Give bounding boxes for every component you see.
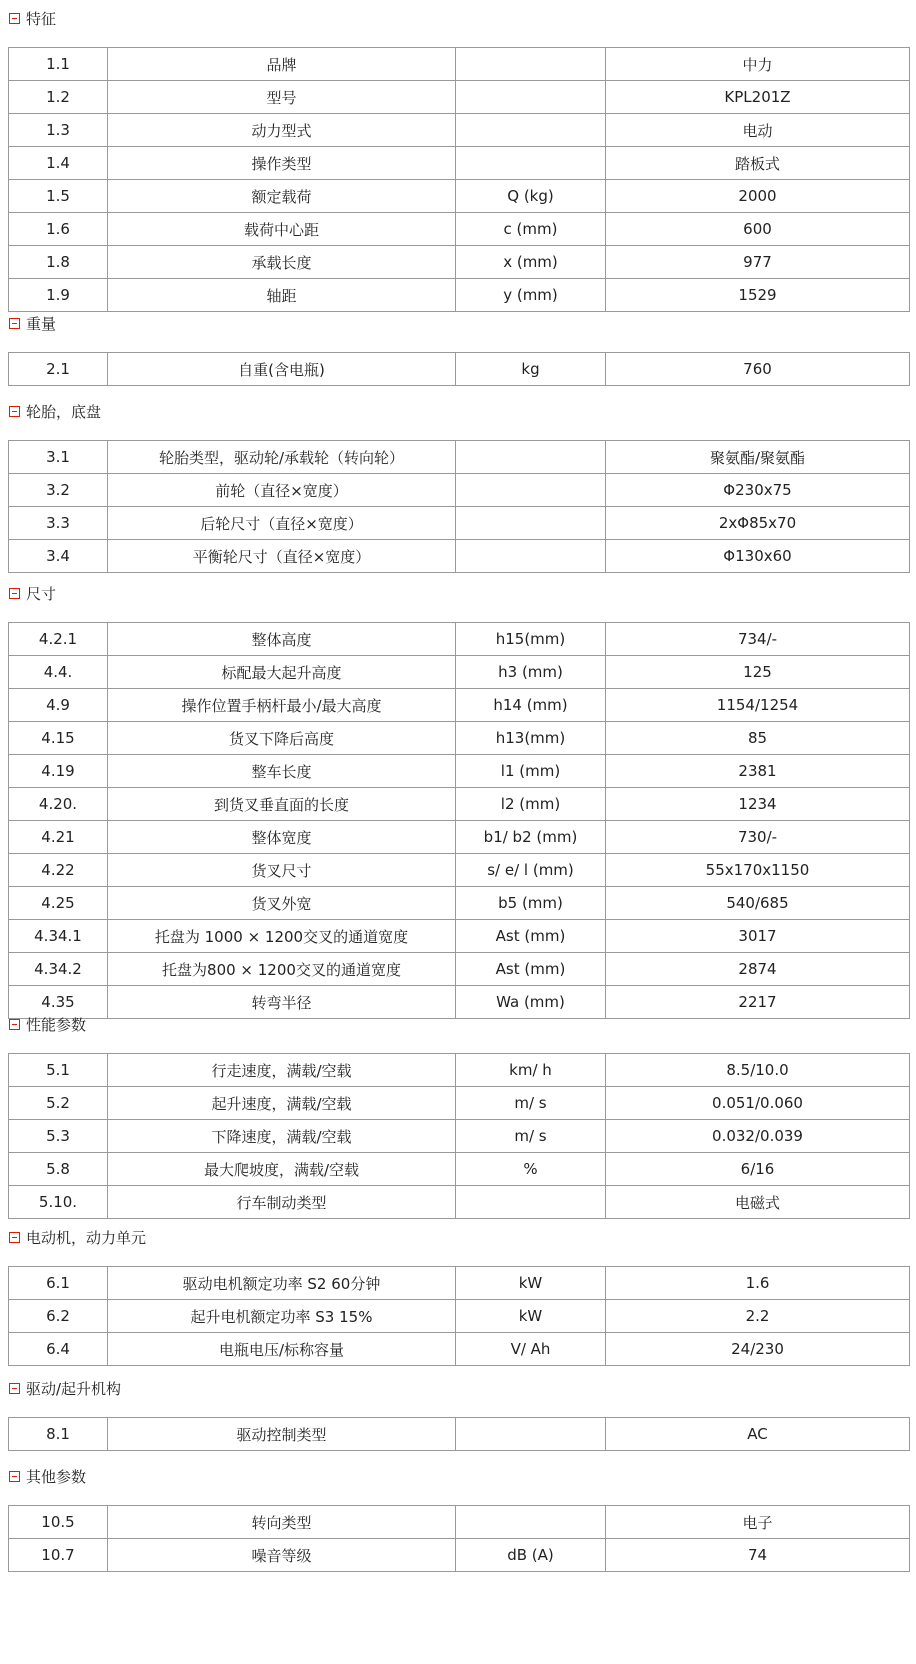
table-row bbox=[9, 887, 910, 920]
unit-cell: m/ s bbox=[456, 1087, 606, 1120]
unit-cell bbox=[456, 474, 606, 507]
unit-cell: h13(mm) bbox=[456, 722, 606, 755]
table-row bbox=[9, 279, 910, 312]
table-row bbox=[9, 246, 910, 279]
row-number-cell: 1.9 bbox=[9, 279, 108, 312]
value-cell: Φ230x75 bbox=[606, 474, 910, 507]
row-number-cell: 5.10. bbox=[9, 1186, 108, 1219]
parameter-name-cell: 整体高度 bbox=[108, 623, 456, 656]
section-drive-lift bbox=[8, 1378, 909, 1451]
parameter-name-cell: 下降速度，满载/空载 bbox=[108, 1120, 456, 1153]
unit-cell: kW bbox=[456, 1300, 606, 1333]
collapse-icon[interactable] bbox=[9, 1232, 20, 1243]
section-title: 轮胎，底盘 bbox=[26, 402, 102, 421]
value-cell: 730/- bbox=[606, 821, 910, 854]
unit-cell bbox=[456, 114, 606, 147]
unit-cell: s/ e/ l (mm) bbox=[456, 854, 606, 887]
table-row bbox=[9, 722, 910, 755]
table-row bbox=[9, 441, 910, 474]
parameter-name-cell: 后轮尺寸（直径×宽度） bbox=[108, 507, 456, 540]
unit-cell: % bbox=[456, 1153, 606, 1186]
unit-cell: h15(mm) bbox=[456, 623, 606, 656]
row-number-cell: 6.1 bbox=[9, 1267, 108, 1300]
unit-cell: x (mm) bbox=[456, 246, 606, 279]
row-number-cell: 6.4 bbox=[9, 1333, 108, 1366]
table-row bbox=[9, 81, 910, 114]
value-cell: 6/16 bbox=[606, 1153, 910, 1186]
row-number-cell: 5.1 bbox=[9, 1054, 108, 1087]
parameter-name-cell: 噪音等级 bbox=[108, 1539, 456, 1572]
row-number-cell: 5.2 bbox=[9, 1087, 108, 1120]
parameter-name-cell: 行车制动类型 bbox=[108, 1186, 456, 1219]
parameter-name-cell: 自重(含电瓶) bbox=[108, 353, 456, 386]
table-row bbox=[9, 1087, 910, 1120]
value-cell: AC bbox=[606, 1418, 910, 1451]
unit-cell: Q (kg) bbox=[456, 180, 606, 213]
row-number-cell: 3.2 bbox=[9, 474, 108, 507]
unit-cell: V/ Ah bbox=[456, 1333, 606, 1366]
table-row bbox=[9, 180, 910, 213]
row-number-cell: 4.15 bbox=[9, 722, 108, 755]
collapse-icon[interactable] bbox=[9, 1019, 20, 1030]
row-number-cell: 8.1 bbox=[9, 1418, 108, 1451]
unit-cell: c (mm) bbox=[456, 213, 606, 246]
section-title: 电动机，动力单元 bbox=[26, 1228, 147, 1247]
spec-table bbox=[8, 1417, 910, 1451]
value-cell: 600 bbox=[606, 213, 910, 246]
parameter-name-cell: 行走速度，满载/空载 bbox=[108, 1054, 456, 1087]
collapse-icon[interactable] bbox=[9, 1471, 20, 1482]
section-header[interactable] bbox=[8, 1378, 909, 1398]
section-tyres-chassis bbox=[8, 401, 909, 573]
unit-cell bbox=[456, 48, 606, 81]
row-number-cell: 3.3 bbox=[9, 507, 108, 540]
parameter-name-cell: 标配最大起升高度 bbox=[108, 656, 456, 689]
row-number-cell: 3.1 bbox=[9, 441, 108, 474]
section-dimensions bbox=[8, 583, 909, 1019]
parameter-name-cell: 额定载荷 bbox=[108, 180, 456, 213]
row-number-cell: 1.2 bbox=[9, 81, 108, 114]
parameter-name-cell: 动力型式 bbox=[108, 114, 456, 147]
value-cell: 3017 bbox=[606, 920, 910, 953]
table-row bbox=[9, 540, 910, 573]
section-title: 驱动/起升机构 bbox=[26, 1379, 122, 1398]
section-title: 尺寸 bbox=[26, 584, 57, 603]
section-performance bbox=[8, 1014, 909, 1219]
table-row bbox=[9, 1120, 910, 1153]
value-cell: 电子 bbox=[606, 1506, 910, 1539]
table-row bbox=[9, 114, 910, 147]
table-row bbox=[9, 48, 910, 81]
table-row bbox=[9, 474, 910, 507]
table-row bbox=[9, 1054, 910, 1087]
row-number-cell: 4.9 bbox=[9, 689, 108, 722]
section-title: 其他参数 bbox=[26, 1467, 87, 1486]
row-number-cell: 4.22 bbox=[9, 854, 108, 887]
table-row bbox=[9, 953, 910, 986]
row-number-cell: 4.4. bbox=[9, 656, 108, 689]
table-row bbox=[9, 821, 910, 854]
row-number-cell: 1.4 bbox=[9, 147, 108, 180]
parameter-name-cell: 操作类型 bbox=[108, 147, 456, 180]
unit-cell: Wa (mm) bbox=[456, 986, 606, 1019]
section-header[interactable] bbox=[8, 313, 909, 333]
parameter-name-cell: 驱动控制类型 bbox=[108, 1418, 456, 1451]
value-cell: 760 bbox=[606, 353, 910, 386]
value-cell: Φ130x60 bbox=[606, 540, 910, 573]
unit-cell bbox=[456, 81, 606, 114]
parameter-name-cell: 轮胎类型，驱动轮/承载轮（转向轮） bbox=[108, 441, 456, 474]
unit-cell: Ast (mm) bbox=[456, 953, 606, 986]
row-number-cell: 1.6 bbox=[9, 213, 108, 246]
collapse-icon[interactable] bbox=[9, 13, 20, 24]
spec-table bbox=[8, 622, 910, 1019]
parameter-name-cell: 最大爬坡度，满载/空载 bbox=[108, 1153, 456, 1186]
value-cell: 74 bbox=[606, 1539, 910, 1572]
spec-table bbox=[8, 440, 910, 573]
table-row bbox=[9, 507, 910, 540]
parameter-name-cell: 整车长度 bbox=[108, 755, 456, 788]
parameter-name-cell: 托盘为800 × 1200交叉的通道宽度 bbox=[108, 953, 456, 986]
value-cell: 55x170x1150 bbox=[606, 854, 910, 887]
spec-table bbox=[8, 47, 910, 312]
table-row bbox=[9, 689, 910, 722]
unit-cell bbox=[456, 1186, 606, 1219]
parameter-name-cell: 操作位置手柄杆最小/最大高度 bbox=[108, 689, 456, 722]
value-cell: 1529 bbox=[606, 279, 910, 312]
section-header[interactable] bbox=[8, 583, 909, 603]
parameter-name-cell: 转弯半径 bbox=[108, 986, 456, 1019]
row-number-cell: 4.34.2 bbox=[9, 953, 108, 986]
collapse-icon[interactable] bbox=[9, 406, 20, 417]
row-number-cell: 1.3 bbox=[9, 114, 108, 147]
value-cell: 1234 bbox=[606, 788, 910, 821]
value-cell: 电动 bbox=[606, 114, 910, 147]
unit-cell: dB (A) bbox=[456, 1539, 606, 1572]
parameter-name-cell: 托盘为 1000 × 1200交叉的通道宽度 bbox=[108, 920, 456, 953]
row-number-cell: 6.2 bbox=[9, 1300, 108, 1333]
row-number-cell: 1.1 bbox=[9, 48, 108, 81]
parameter-name-cell: 货叉下降后高度 bbox=[108, 722, 456, 755]
table-row bbox=[9, 213, 910, 246]
collapse-icon[interactable] bbox=[9, 318, 20, 329]
unit-cell: b1/ b2 (mm) bbox=[456, 821, 606, 854]
row-number-cell: 4.35 bbox=[9, 986, 108, 1019]
section-features bbox=[8, 8, 909, 312]
value-cell: 2000 bbox=[606, 180, 910, 213]
value-cell: 1154/1254 bbox=[606, 689, 910, 722]
table-row bbox=[9, 623, 910, 656]
row-number-cell: 5.3 bbox=[9, 1120, 108, 1153]
section-electric-motor bbox=[8, 1227, 909, 1366]
row-number-cell: 4.34.1 bbox=[9, 920, 108, 953]
unit-cell: m/ s bbox=[456, 1120, 606, 1153]
section-header[interactable] bbox=[8, 1227, 909, 1247]
value-cell: 85 bbox=[606, 722, 910, 755]
section-header[interactable] bbox=[8, 1466, 909, 1486]
unit-cell bbox=[456, 147, 606, 180]
section-title: 特征 bbox=[26, 9, 57, 28]
table-row bbox=[9, 1186, 910, 1219]
table-row bbox=[9, 1418, 910, 1451]
parameter-name-cell: 起升电机额定功率 S3 15% bbox=[108, 1300, 456, 1333]
value-cell: KPL201Z bbox=[606, 81, 910, 114]
row-number-cell: 4.20. bbox=[9, 788, 108, 821]
table-row bbox=[9, 353, 910, 386]
table-row bbox=[9, 1506, 910, 1539]
value-cell: 0.032/0.039 bbox=[606, 1120, 910, 1153]
unit-cell: h14 (mm) bbox=[456, 689, 606, 722]
row-number-cell: 2.1 bbox=[9, 353, 108, 386]
parameter-name-cell: 电瓶电压/标称容量 bbox=[108, 1333, 456, 1366]
parameter-name-cell: 起升速度，满载/空载 bbox=[108, 1087, 456, 1120]
spec-table bbox=[8, 1505, 910, 1572]
table-row bbox=[9, 854, 910, 887]
unit-cell bbox=[456, 507, 606, 540]
parameter-name-cell: 整体宽度 bbox=[108, 821, 456, 854]
value-cell: 2217 bbox=[606, 986, 910, 1019]
unit-cell: kg bbox=[456, 353, 606, 386]
parameter-name-cell: 平衡轮尺寸（直径×宽度） bbox=[108, 540, 456, 573]
parameter-name-cell: 驱动电机额定功率 S2 60分钟 bbox=[108, 1267, 456, 1300]
unit-cell: b5 (mm) bbox=[456, 887, 606, 920]
row-number-cell: 5.8 bbox=[9, 1153, 108, 1186]
parameter-name-cell: 载荷中心距 bbox=[108, 213, 456, 246]
unit-cell: l2 (mm) bbox=[456, 788, 606, 821]
unit-cell bbox=[456, 1418, 606, 1451]
unit-cell bbox=[456, 441, 606, 474]
section-title: 重量 bbox=[26, 314, 57, 333]
row-number-cell: 4.25 bbox=[9, 887, 108, 920]
table-row bbox=[9, 1539, 910, 1572]
table-row bbox=[9, 920, 910, 953]
value-cell: 1.6 bbox=[606, 1267, 910, 1300]
section-header[interactable] bbox=[8, 8, 909, 28]
value-cell: 8.5/10.0 bbox=[606, 1054, 910, 1087]
unit-cell: Ast (mm) bbox=[456, 920, 606, 953]
table-row bbox=[9, 788, 910, 821]
section-title: 性能参数 bbox=[26, 1015, 87, 1034]
table-row bbox=[9, 656, 910, 689]
value-cell: 0.051/0.060 bbox=[606, 1087, 910, 1120]
value-cell: 734/- bbox=[606, 623, 910, 656]
spec-table bbox=[8, 352, 910, 386]
spec-table bbox=[8, 1053, 910, 1219]
section-header[interactable] bbox=[8, 401, 909, 421]
value-cell: 2381 bbox=[606, 755, 910, 788]
parameter-name-cell: 品牌 bbox=[108, 48, 456, 81]
parameter-name-cell: 轴距 bbox=[108, 279, 456, 312]
section-other bbox=[8, 1466, 909, 1572]
value-cell: 125 bbox=[606, 656, 910, 689]
parameter-name-cell: 货叉尺寸 bbox=[108, 854, 456, 887]
value-cell: 聚氨酯/聚氨酯 bbox=[606, 441, 910, 474]
row-number-cell: 10.5 bbox=[9, 1506, 108, 1539]
row-number-cell: 1.8 bbox=[9, 246, 108, 279]
table-row bbox=[9, 1267, 910, 1300]
parameter-name-cell: 承载长度 bbox=[108, 246, 456, 279]
unit-cell: y (mm) bbox=[456, 279, 606, 312]
spec-table bbox=[8, 1266, 910, 1366]
section-header[interactable] bbox=[8, 1014, 909, 1034]
row-number-cell: 4.2.1 bbox=[9, 623, 108, 656]
row-number-cell: 10.7 bbox=[9, 1539, 108, 1572]
value-cell: 踏板式 bbox=[606, 147, 910, 180]
parameter-name-cell: 型号 bbox=[108, 81, 456, 114]
parameter-name-cell: 转向类型 bbox=[108, 1506, 456, 1539]
table-row bbox=[9, 1333, 910, 1366]
table-row bbox=[9, 1300, 910, 1333]
value-cell: 电磁式 bbox=[606, 1186, 910, 1219]
unit-cell: l1 (mm) bbox=[456, 755, 606, 788]
unit-cell: kW bbox=[456, 1267, 606, 1300]
row-number-cell: 4.21 bbox=[9, 821, 108, 854]
collapse-icon[interactable] bbox=[9, 588, 20, 599]
table-row bbox=[9, 147, 910, 180]
parameter-name-cell: 到货叉垂直面的长度 bbox=[108, 788, 456, 821]
value-cell: 977 bbox=[606, 246, 910, 279]
row-number-cell: 4.19 bbox=[9, 755, 108, 788]
value-cell: 2xΦ85x70 bbox=[606, 507, 910, 540]
table-row bbox=[9, 1153, 910, 1186]
unit-cell bbox=[456, 1506, 606, 1539]
unit-cell: km/ h bbox=[456, 1054, 606, 1087]
value-cell: 2.2 bbox=[606, 1300, 910, 1333]
parameter-name-cell: 货叉外宽 bbox=[108, 887, 456, 920]
value-cell: 2874 bbox=[606, 953, 910, 986]
value-cell: 540/685 bbox=[606, 887, 910, 920]
parameter-name-cell: 前轮（直径×宽度） bbox=[108, 474, 456, 507]
unit-cell bbox=[456, 540, 606, 573]
row-number-cell: 1.5 bbox=[9, 180, 108, 213]
value-cell: 24/230 bbox=[606, 1333, 910, 1366]
value-cell: 中力 bbox=[606, 48, 910, 81]
section-weight bbox=[8, 313, 909, 386]
table-row bbox=[9, 755, 910, 788]
collapse-icon[interactable] bbox=[9, 1383, 20, 1394]
unit-cell: h3 (mm) bbox=[456, 656, 606, 689]
row-number-cell: 3.4 bbox=[9, 540, 108, 573]
